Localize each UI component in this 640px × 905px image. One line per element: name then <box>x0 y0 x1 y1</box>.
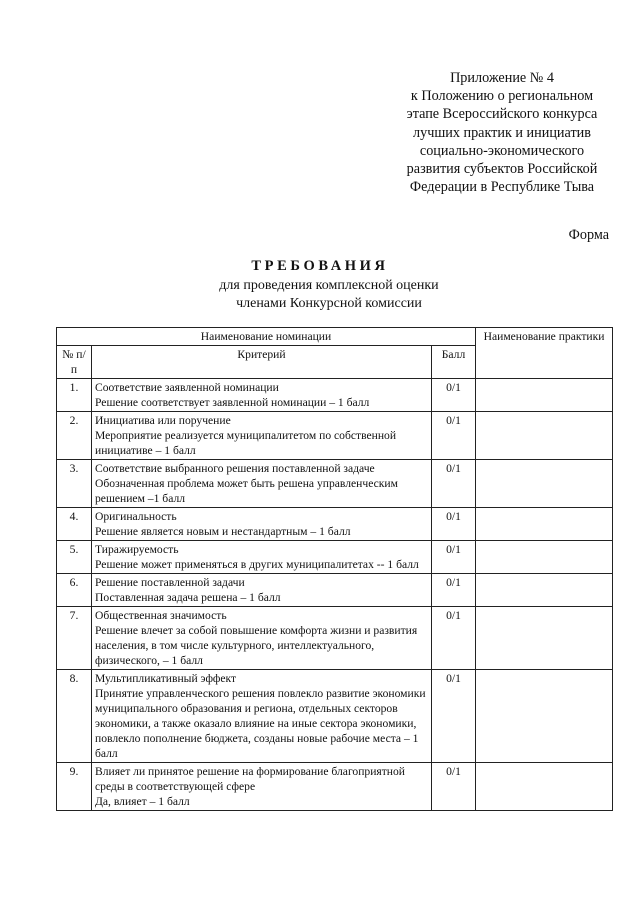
criterion-cell <box>92 670 432 763</box>
criterion-cell <box>92 541 432 574</box>
subtitle-line-2: членами Конкурсной комиссии <box>236 296 422 311</box>
table-row <box>57 508 613 541</box>
criterion-description: Решение соответствует заявленной номинации – 1 балл <box>95 396 370 409</box>
table-row <box>57 670 613 763</box>
table-row <box>57 574 613 607</box>
row-number: 6. <box>57 574 92 607</box>
criterion-description: Обозначенная проблема может быть решена управленческим решением –1 балл <box>95 477 398 505</box>
row-number: 2. <box>57 412 92 460</box>
annex-line: Приложение № 4 <box>450 70 554 86</box>
row-number: 5. <box>57 541 92 574</box>
nomination-header: Наименование номинации <box>57 328 476 346</box>
criterion-description: Поставленная задача решена – 1 балл <box>95 591 281 604</box>
criterion-cell <box>92 763 432 811</box>
table-row <box>57 412 613 460</box>
practice-cell <box>476 574 613 607</box>
score-cell: 0/1 <box>432 379 476 412</box>
criterion-description: Принятие управленческого решения повлекло развитие экономики муниципального образования и региона, отдельных секторов экономики, а также оказало влияние на иные сектора экономики, повлекло пополнение бюджета, созданы новые рабочие места – 1 балл <box>95 687 426 760</box>
annex-line: социально-экономического <box>419 142 585 159</box>
table-header-row <box>57 328 613 346</box>
practice-cell <box>476 670 613 763</box>
row-number: 9. <box>57 763 92 811</box>
annex-line: к Положению о региональном <box>410 88 594 105</box>
row-number: 7. <box>57 607 92 670</box>
practice-cell <box>476 412 613 460</box>
row-number: 8. <box>57 670 92 763</box>
subtitle-line-1: для проведения комплексной оценки <box>219 278 439 293</box>
requirements-table <box>56 327 613 811</box>
criterion-title: Инициатива или поручение <box>95 414 231 427</box>
practice-cell <box>476 763 613 811</box>
criterion-cell <box>92 460 432 508</box>
practice-cell <box>476 607 613 670</box>
row-number: 1. <box>57 379 92 412</box>
criterion-cell <box>92 607 432 670</box>
criterion-cell <box>92 412 432 460</box>
score-cell: 0/1 <box>432 460 476 508</box>
criterion-description: Решение влечет за собой повышение комфорта жизни и развития населения, в том числе культурного, интеллектуального, физического, – 1 балл <box>95 624 418 667</box>
score-cell: 0/1 <box>432 670 476 763</box>
criterion-title: Соответствие заявленной номинации <box>95 381 279 394</box>
table-row <box>57 541 613 574</box>
criterion-cell <box>92 508 432 541</box>
score-cell: 0/1 <box>432 607 476 670</box>
practice-cell <box>476 508 613 541</box>
criterion-title: Общественная значимость <box>95 609 227 622</box>
criterion-cell <box>92 379 432 412</box>
criterion-title: Оригинальность <box>95 510 177 523</box>
score-cell: 0/1 <box>432 508 476 541</box>
table-row <box>57 460 613 508</box>
row-number: 4. <box>57 508 92 541</box>
score-cell: 0/1 <box>432 574 476 607</box>
practice-header: Наименование практики <box>476 328 613 379</box>
score-cell: 0/1 <box>432 541 476 574</box>
criterion-description: Мероприятие реализуется муниципалитетом по собственной инициативе – 1 балл <box>95 429 397 457</box>
score-cell: 0/1 <box>432 412 476 460</box>
practice-cell <box>476 460 613 508</box>
criterion-description: Решение может применяться в других муниципалитетах -- 1 балл <box>95 558 419 571</box>
criterion-column-header: Критерий <box>92 346 432 379</box>
annex-line: развития субъектов Российской <box>406 161 598 178</box>
score-cell: 0/1 <box>432 763 476 811</box>
criterion-description: Решение является новым и нестандартным – 1 балл <box>95 525 351 538</box>
table-row <box>57 607 613 670</box>
form-label: Форма <box>568 227 609 243</box>
criterion-title: Мультипликативный эффект <box>95 672 237 685</box>
criterion-cell <box>92 574 432 607</box>
annex-line: этапе Всероссийского конкурса <box>406 106 598 123</box>
annex-block <box>392 69 612 196</box>
annex-line: лучших практик и инициатив <box>413 124 591 141</box>
table-row <box>57 379 613 412</box>
criterion-title: Тиражируемость <box>95 543 179 556</box>
annex-line: Федерации в Республике Тыва <box>409 179 595 196</box>
practice-cell <box>476 541 613 574</box>
practice-cell <box>476 379 613 412</box>
num-column-header: № п/п <box>57 346 92 379</box>
criterion-description: Да, влияет – 1 балл <box>95 795 190 808</box>
criterion-title: Решение поставленной задачи <box>95 576 245 589</box>
criterion-title: Соответствие выбранного решения поставленной задаче <box>95 462 375 475</box>
row-number: 3. <box>57 460 92 508</box>
criterion-title: Влияет ли принятое решение на формирование благоприятной среды в соответствующей сфере <box>95 765 406 793</box>
document-title: ТРЕБОВАНИЯ <box>251 258 389 274</box>
table-row <box>57 763 613 811</box>
document-subtitle <box>0 277 640 313</box>
score-column-header: Балл <box>432 346 476 379</box>
